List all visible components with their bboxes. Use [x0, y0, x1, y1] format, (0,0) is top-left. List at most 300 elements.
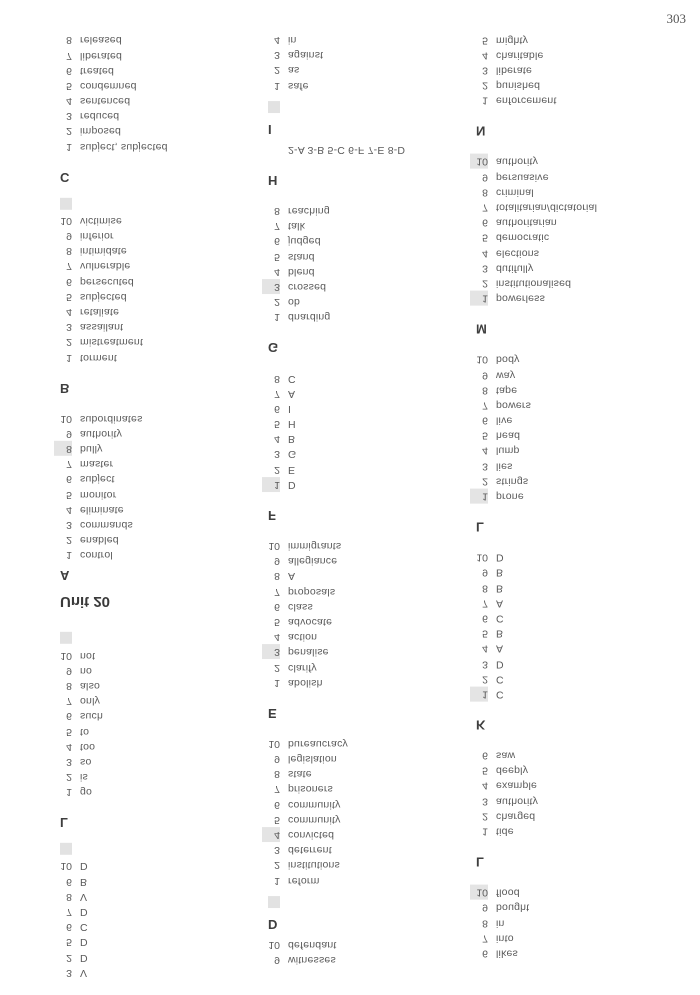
answer-number: 7: [66, 260, 72, 273]
answer-number: 4: [274, 433, 280, 446]
answer-entry: [470, 885, 670, 900]
column-3: [470, 32, 670, 961]
answer-text: tape: [496, 384, 518, 397]
answer-number: 10: [268, 738, 280, 750]
answer-text: mighty: [496, 34, 529, 47]
answer-entry: [470, 550, 670, 565]
spacer: [54, 400, 254, 410]
answer-entry: [54, 93, 254, 108]
answer-number: 5: [274, 616, 280, 629]
answer-text: persuasive: [496, 171, 549, 184]
answer-number: 2: [482, 475, 488, 488]
answer-text: advocate: [288, 616, 333, 629]
answer-entry: [470, 473, 670, 488]
spacer: [54, 614, 254, 624]
answer-number: 5: [482, 429, 488, 442]
answer-text: H: [288, 418, 296, 431]
answer-number: 1: [482, 94, 488, 107]
answer-text: is: [80, 770, 88, 783]
answer-number: 1: [470, 488, 488, 503]
answer-text: subjected: [80, 290, 127, 303]
answer-number: 6: [482, 947, 488, 960]
answer-number: 6: [66, 473, 72, 486]
answer-number: 3: [66, 755, 72, 768]
answer-entry: [54, 708, 254, 723]
answer-number: 1: [66, 786, 72, 799]
answer-entry: [54, 441, 254, 456]
answer-text: liberated: [80, 49, 123, 62]
answer-entry: [262, 812, 462, 827]
answer-text: subject: [80, 473, 115, 486]
answer-number: 3: [66, 110, 72, 123]
answer-entry: [262, 431, 462, 446]
answer-text: A: [288, 387, 296, 400]
answer-number: 10: [476, 354, 488, 366]
section-marker: [54, 190, 254, 213]
answer-text: G: [288, 448, 297, 461]
answer-text: to: [80, 725, 90, 738]
answer-number: 7: [274, 783, 280, 796]
answer-entry: [54, 334, 254, 349]
answer-number: 4: [262, 827, 280, 842]
answer-entry: [470, 413, 670, 428]
answer-text: reform: [288, 874, 320, 887]
answer-number: 2: [482, 673, 488, 686]
answer-text: witnesses: [288, 954, 336, 967]
answer-number: 9: [482, 369, 488, 382]
spacer: [470, 144, 670, 154]
answer-number: 2: [274, 661, 280, 674]
section-heading: I: [268, 121, 272, 137]
answer-text: legislation: [288, 753, 337, 766]
answer-number: 5: [274, 418, 280, 431]
answer-text: class: [288, 600, 313, 613]
answer-text: torment: [80, 351, 117, 364]
answer-number: 7: [274, 585, 280, 598]
answer-number: 4: [274, 631, 280, 644]
answer-text: live: [496, 414, 513, 427]
answer-entry: [470, 900, 670, 915]
answer-number: 6: [274, 798, 280, 811]
answer-number: 6: [66, 875, 72, 888]
section-heading: L: [476, 519, 484, 535]
answer-entry: [54, 228, 254, 243]
answer-text: enforcement: [496, 94, 557, 107]
answer-number: 2: [66, 336, 72, 349]
answer-number: 6: [482, 749, 488, 762]
answer-number: 3: [274, 844, 280, 857]
answer-number: 10: [60, 860, 72, 873]
answer-number: 6: [482, 612, 488, 625]
section-marker: [54, 835, 254, 858]
answer-text: action: [288, 631, 318, 644]
answer-entry: [54, 964, 254, 979]
answer-entry: [262, 401, 462, 416]
answer-number: 8: [482, 384, 488, 397]
answer-text: institutionalised: [496, 277, 572, 290]
answer-number: 8: [274, 205, 280, 218]
answer-number: 3: [274, 49, 280, 62]
answer-entry: [470, 367, 670, 382]
spacer: [470, 540, 670, 550]
answer-number: 2: [274, 296, 280, 309]
answer-entry: [470, 824, 670, 839]
answer-text: V: [80, 966, 88, 979]
answer-entry: [470, 915, 670, 930]
answer-number: 4: [482, 445, 488, 458]
answer-entry: [262, 477, 462, 492]
spacer: [262, 492, 462, 502]
answer-entry: [470, 62, 670, 77]
answer-text: community: [288, 798, 341, 811]
answer-text: safe: [288, 79, 309, 92]
answer-entry: [262, 370, 462, 385]
answer-text: authority: [80, 427, 123, 440]
answer-entry: [54, 410, 254, 425]
answer-number: 9: [482, 171, 488, 184]
answer-entry: [262, 751, 462, 766]
section-marker: [262, 93, 462, 116]
answer-text: defendant: [288, 938, 337, 951]
answer-entry: [470, 641, 670, 656]
answer-number: 6: [66, 64, 72, 77]
answer-text: sentenced: [80, 94, 131, 107]
spacer: [262, 360, 462, 370]
answer-number: 6: [274, 235, 280, 248]
answer-number: 2: [482, 79, 488, 92]
answer-entry: [470, 808, 670, 823]
answer-text: C: [496, 612, 504, 625]
answer-entry: [470, 230, 670, 245]
answer-number: 2: [66, 534, 72, 547]
answer-text: community: [288, 813, 341, 826]
answer-text: D: [288, 478, 296, 491]
answer-text: B: [496, 567, 504, 580]
answer-entry: [54, 108, 254, 123]
answer-entry: [54, 934, 254, 949]
answer-entry: [470, 352, 670, 367]
answer-entry: [262, 614, 462, 629]
spacer: [470, 875, 670, 885]
answer-entry: [262, 203, 462, 218]
answer-text: D: [80, 936, 88, 949]
answer-entry: [470, 169, 670, 184]
answer-text: no: [80, 664, 93, 677]
answer-entry: [470, 184, 670, 199]
answer-text: allegiance: [288, 555, 338, 568]
answer-entry: [262, 797, 462, 812]
answer-number: 2: [482, 810, 488, 823]
answer-entry: [262, 553, 462, 568]
answer-number: 6: [66, 921, 72, 934]
answer-entry: [262, 309, 462, 324]
answer-number: 8: [274, 372, 280, 385]
answer-entry: [54, 123, 254, 138]
answer-text: subordinates: [80, 412, 143, 425]
answer-number: 3: [274, 448, 280, 461]
answer-text: head: [496, 429, 521, 442]
spacer: [262, 324, 462, 334]
marker-box: [60, 198, 72, 210]
spacer: [262, 193, 462, 203]
spacer: [262, 528, 462, 538]
answer-entry: [54, 784, 254, 799]
answer-text: bought: [496, 902, 530, 915]
answer-entry: [54, 288, 254, 303]
answer-text: enabled: [80, 534, 119, 547]
answer-entry: [54, 78, 254, 93]
answer-entry: [470, 595, 670, 610]
answer-text: in: [288, 34, 297, 47]
marker-box: [60, 843, 72, 855]
answer-text: eliminate: [80, 503, 124, 516]
section-heading: C: [60, 169, 70, 185]
answer-text: crossed: [288, 281, 327, 294]
answer-entry: [470, 580, 670, 595]
answer-entry: [262, 462, 462, 477]
answer-number: 8: [482, 917, 488, 930]
answer-text: proposals: [288, 585, 336, 598]
answer-entry: [262, 32, 462, 47]
answer-number: 1: [66, 140, 72, 153]
answer-entry: [54, 904, 254, 919]
answer-entry: [470, 565, 670, 580]
section-heading: D: [268, 916, 278, 932]
answer-text: bully: [80, 442, 103, 455]
answer-number: 5: [274, 250, 280, 263]
answer-text: also: [80, 679, 101, 692]
answer-entry: [470, 275, 670, 290]
answer-text: way: [496, 369, 516, 382]
answer-text: totalitarian/dictatorial: [496, 201, 598, 214]
answer-text: only: [80, 695, 101, 707]
section-heading: G: [268, 340, 279, 356]
answer-entry: [262, 842, 462, 857]
answer-entry: [54, 532, 254, 547]
answer-number: 3: [66, 966, 72, 979]
answer-entry: [470, 397, 670, 412]
answer-entry: [54, 471, 254, 486]
answer-number: 5: [66, 79, 72, 92]
answer-entry: [470, 47, 670, 62]
answer-text: commands: [80, 518, 133, 531]
answer-number: 1: [274, 676, 280, 689]
answer-entry: [54, 273, 254, 288]
section-heading: L: [476, 854, 484, 870]
answer-number: 8: [482, 582, 488, 595]
answer-text: authority: [496, 795, 539, 808]
answer-entry: [470, 778, 670, 793]
answer-number: 3: [66, 321, 72, 333]
answer-entry: [54, 723, 254, 738]
answer-text: ob: [288, 296, 301, 309]
answer-text: state: [288, 768, 312, 781]
answer-text: flood: [496, 886, 520, 899]
answer-entry: [54, 62, 254, 77]
answer-number: 5: [66, 290, 72, 303]
answer-text: retaliate: [80, 305, 120, 318]
answer-text: 2-A 3-B 5-C 6-F 7-E 8-D: [288, 143, 406, 156]
answer-text: D: [496, 551, 504, 564]
spacer: [470, 306, 670, 316]
answer-number: 4: [482, 49, 488, 62]
answer-text: powers: [496, 399, 532, 412]
marker-box: [268, 896, 280, 908]
answer-text: D: [80, 860, 88, 873]
answer-number: 6: [274, 403, 280, 415]
answer-entry: [470, 763, 670, 778]
answer-number: 5: [66, 725, 72, 738]
answer-number: 10: [60, 214, 72, 227]
answer-number: 3: [482, 460, 488, 473]
answer-text: lies: [496, 460, 513, 473]
answer-number: 9: [66, 427, 72, 440]
answer-entry: [54, 738, 254, 753]
answer-number: 8: [274, 768, 280, 781]
answer-entry: [54, 47, 254, 62]
answer-entry: [262, 644, 462, 659]
answer-entry: [54, 769, 254, 784]
answer-number: 5: [274, 813, 280, 826]
answer-entry: [54, 547, 254, 562]
answer-text: saw: [496, 749, 516, 762]
answer-text: B: [496, 627, 504, 640]
section-heading: F: [268, 507, 276, 523]
answer-number: 7: [274, 220, 280, 233]
answer-number: 1: [274, 311, 280, 324]
answer-text: D: [496, 658, 504, 671]
answer-entry: [54, 426, 254, 441]
answer-entry: [470, 428, 670, 443]
spacer: [470, 342, 670, 352]
answer-number: 4: [482, 780, 488, 793]
answer-text: in: [496, 917, 505, 930]
answer-text: control: [80, 549, 113, 562]
marker-box: [268, 101, 280, 113]
answer-entry: [470, 930, 670, 945]
answer-number: 6: [274, 600, 280, 613]
answer-number: 9: [482, 902, 488, 915]
answer-entry: [262, 416, 462, 431]
answer-entry: [470, 154, 670, 169]
section-heading: L: [60, 815, 68, 831]
answer-number: 6: [482, 216, 488, 229]
answer-text: powerless: [496, 292, 546, 305]
answer-entry: [262, 279, 462, 294]
answer-number: 8: [54, 441, 72, 456]
answer-number: 5: [482, 764, 488, 777]
answer-text: so: [80, 755, 92, 768]
answer-entry: [262, 249, 462, 264]
answer-number: 3: [482, 658, 488, 671]
answer-entry: [470, 656, 670, 671]
answer-number: 6: [66, 275, 72, 288]
answer-entry: [470, 748, 670, 763]
answer-number: 2: [274, 64, 280, 77]
answer-number: 8: [66, 34, 72, 47]
answer-text: A: [496, 643, 504, 655]
answer-text: released: [80, 34, 122, 47]
spacer: [470, 702, 670, 712]
answer-number: 2: [482, 277, 488, 290]
answer-entry: [470, 93, 670, 108]
answer-text: C: [288, 372, 296, 385]
answer-entry: [54, 647, 254, 662]
answer-entry: [470, 215, 670, 230]
answer-text: judged: [288, 235, 321, 248]
answer-entry: [470, 626, 670, 641]
answer-entry: [470, 489, 670, 504]
answer-number: 2: [274, 463, 280, 476]
answer-text: authoritarian: [496, 216, 557, 229]
answer-text: E: [288, 463, 296, 476]
spacer: [470, 738, 670, 748]
answer-entry: [54, 32, 254, 47]
answer-text: A: [288, 570, 296, 583]
answer-text: B: [288, 433, 296, 446]
section-heading: E: [268, 705, 277, 721]
answer-number: 2: [274, 859, 280, 872]
answer-text: V: [80, 890, 88, 903]
spacer: [262, 690, 462, 700]
answer-number: 7: [482, 201, 488, 214]
answer-entry: [262, 568, 462, 583]
answer-number: 5: [66, 488, 72, 501]
answer-number: 5: [66, 936, 72, 949]
answer-entry: [262, 599, 462, 614]
section-heading: N: [476, 123, 486, 139]
answer-entry: [470, 671, 670, 686]
section-marker: [262, 888, 462, 911]
answer-text: charged: [496, 810, 536, 823]
answer-entry: [470, 32, 670, 47]
answer-number: 7: [66, 695, 72, 707]
answer-text: institutions: [288, 859, 341, 872]
answer-text: prone: [496, 490, 524, 503]
answer-entry: [54, 502, 254, 517]
answer-entry: [262, 873, 462, 888]
answer-entry: [262, 736, 462, 751]
answer-number: 8: [66, 245, 72, 258]
answer-entry: [262, 78, 462, 93]
answer-number: 5: [482, 627, 488, 640]
spacer: [470, 108, 670, 118]
answer-number: 1: [66, 351, 72, 364]
answer-number: 7: [66, 905, 72, 918]
answer-number: 8: [274, 570, 280, 583]
answer-entry: [262, 827, 462, 842]
answer-text: vulnerable: [80, 260, 131, 273]
answer-entry: [262, 233, 462, 248]
section-heading: A: [60, 568, 70, 584]
answer-text: intimidate: [80, 245, 127, 258]
section-heading: M: [476, 321, 487, 337]
answer-number: 9: [66, 664, 72, 677]
answer-number: 10: [470, 154, 488, 169]
section-heading: B: [60, 380, 70, 396]
answer-text: stand: [288, 250, 315, 263]
answer-number: 8: [66, 679, 72, 692]
spacer: [470, 839, 670, 849]
answer-entry: [470, 291, 670, 306]
answer-text: go: [80, 786, 93, 799]
answer-entry: [262, 675, 462, 690]
answer-entry: [54, 304, 254, 319]
answer-entry: [54, 949, 254, 964]
answer-entry: [470, 458, 670, 473]
answer-entry: [470, 443, 670, 458]
answer-entry: [262, 952, 462, 967]
